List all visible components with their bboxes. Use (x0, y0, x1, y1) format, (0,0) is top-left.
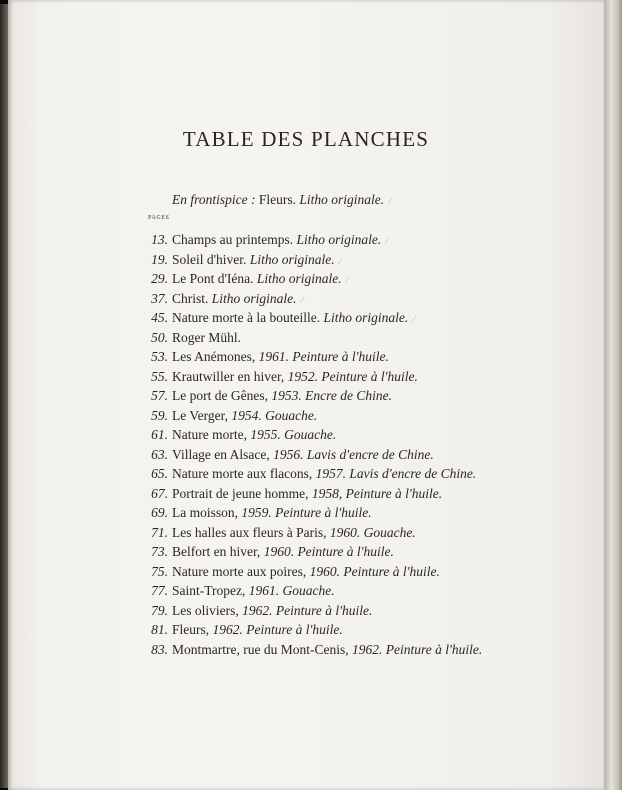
list-item (138, 484, 482, 504)
page-number: 19. (151, 251, 168, 267)
plate-year: 1955. (250, 427, 281, 442)
frontispiece-label: En frontispice : (172, 192, 256, 207)
list-item (138, 601, 482, 621)
list-item (138, 542, 482, 562)
pages-column-label: PAGES (148, 215, 170, 221)
plate-title: Le port de Gênes, (172, 388, 268, 403)
plate-technique: Peinture à l'huile. (275, 602, 373, 618)
plate-technique: Peinture à l'huile. (292, 349, 389, 364)
plate-technique: Litho originale. (323, 310, 409, 325)
list-item (138, 425, 482, 445)
page-number: 57. (151, 388, 168, 403)
plate-year: 1962. (242, 602, 273, 618)
pencil-mark: ⁄ (389, 196, 391, 206)
list-item (138, 269, 482, 289)
list-item (138, 230, 482, 250)
plate-title: Nature morte aux flacons, (172, 466, 313, 481)
plate-technique: Lavis d'encre de Chine. (306, 446, 434, 462)
plate-title: Portrait de jeune homme, (172, 485, 309, 501)
plate-year: 1952. (287, 368, 319, 384)
plate-year: 1962. (212, 622, 243, 637)
plate-year: 1961. (248, 583, 280, 598)
plate-year: 1960. (263, 544, 295, 559)
plate-title: Christ. (172, 290, 209, 306)
plate-title: Le Verger, (172, 407, 228, 423)
plate-title: Nature morte, (172, 427, 247, 442)
page-number: 83. (151, 641, 168, 657)
plate-technique: Peinture à l'huile. (275, 505, 372, 520)
plate-title: Belfort en hiver, (172, 544, 261, 559)
list-item (138, 328, 482, 348)
plate-technique: Litho originale. (249, 251, 335, 267)
list-item (138, 523, 482, 543)
page-number: 55. (151, 368, 168, 384)
page-number: 59. (151, 407, 168, 423)
plate-year: 1954. (231, 407, 262, 423)
plate-title: Nature morte aux poires, (172, 563, 307, 579)
plate-year: 1958, (311, 485, 343, 501)
page-number: 61. (151, 427, 168, 442)
page-number: 63. (151, 446, 168, 462)
plate-year: 1953. (271, 388, 302, 403)
page-number: 71. (151, 524, 168, 540)
plate-title: Village en Alsace, (172, 446, 270, 462)
list-item (138, 445, 482, 465)
plate-technique: Litho originale. (296, 232, 382, 247)
page-number: 73. (151, 544, 168, 559)
plate-title: Fleurs, (172, 622, 210, 637)
page-number: 13. (151, 232, 168, 247)
frontispiece-line (172, 192, 391, 208)
page-number: 53. (151, 349, 168, 364)
page-number: 65. (151, 466, 168, 481)
plate-title: Les halles aux fleurs à Paris, (172, 524, 327, 540)
page-number: 77. (151, 583, 168, 598)
page-title: TABLE DES PLANCHES (182, 127, 430, 151)
plate-title: Champs au printemps. (172, 232, 294, 247)
plate-year: 1961. (258, 349, 289, 364)
list-item (138, 640, 482, 660)
page-number: 29. (151, 271, 168, 286)
plate-title: Les Anémones, (172, 349, 256, 364)
plate-technique: Gouache. (284, 427, 337, 442)
page-number: 45. (151, 310, 168, 325)
plate-technique: Gouache. (265, 407, 318, 423)
pencil-mark: ⁄ (386, 236, 388, 246)
list-item (138, 250, 482, 270)
page-number: 67. (151, 485, 168, 501)
frontispiece-technique: Litho originale. (299, 192, 385, 207)
list-item (138, 308, 482, 328)
plate-title: Les oliviers, (172, 602, 239, 618)
plate-technique: Peinture à l'huile. (321, 368, 418, 384)
page-number: 81. (151, 622, 168, 637)
plate-technique: Peinture à l'huile. (345, 485, 443, 501)
page-number: 69. (151, 505, 168, 520)
plate-technique: Gouache. (363, 524, 416, 540)
plate-technique: Gouache. (282, 583, 335, 598)
list-item (138, 406, 482, 426)
list-item (138, 620, 482, 640)
pencil-mark: ⁄ (346, 275, 349, 285)
plate-year: 1960. (309, 563, 340, 579)
frontispiece-subject: Fleurs. (258, 192, 296, 207)
list-item (138, 367, 482, 387)
page-number: 37. (151, 290, 168, 306)
plate-technique: Encre de Chine. (305, 388, 392, 403)
plate-title: Saint-Tropez, (172, 583, 246, 598)
list-item (138, 464, 482, 484)
plate-technique: Peinture à l'huile. (343, 563, 440, 579)
plate-year: 1960. (329, 524, 361, 540)
plate-year: 1959. (241, 505, 272, 520)
plate-title: Montmartre, rue du Mont-Cenis, (172, 641, 349, 657)
plate-technique: Litho originale. (211, 290, 297, 306)
pencil-mark: ⁄ (339, 255, 342, 266)
plate-year: 1962. (351, 641, 383, 657)
book-page (8, 0, 604, 790)
list-item (138, 562, 482, 582)
plate-technique: Lavis d'encre de Chine. (349, 466, 477, 481)
list-item (138, 386, 482, 406)
page-number: 79. (151, 602, 168, 618)
list-item (138, 581, 482, 601)
plate-technique: Peinture à l'huile. (297, 544, 394, 559)
plate-title: Roger Mühl. (172, 329, 241, 345)
page-number: 75. (151, 563, 168, 579)
plate-title: Soleil d'hiver. (172, 251, 247, 267)
list-item (138, 347, 482, 367)
plate-year: 1957. (315, 466, 346, 481)
list-item (138, 289, 482, 309)
plate-technique: Peinture à l'huile. (246, 622, 343, 637)
pencil-mark: ⁄ (413, 314, 415, 324)
plate-title: Krautwiller en hiver, (172, 368, 285, 384)
plate-title: Nature morte à la bouteille. (172, 310, 321, 325)
plate-year: 1956. (273, 446, 304, 462)
page-number: 50. (151, 329, 168, 345)
list-item (138, 503, 482, 523)
plate-title: La moisson, (172, 505, 238, 520)
pencil-mark: ⁄ (301, 294, 304, 305)
plates-list (138, 230, 482, 659)
plate-technique: Peinture à l'huile. (385, 641, 483, 657)
plate-title: Le Pont d'Iéna. (172, 271, 254, 286)
plate-technique: Litho originale. (256, 271, 342, 286)
